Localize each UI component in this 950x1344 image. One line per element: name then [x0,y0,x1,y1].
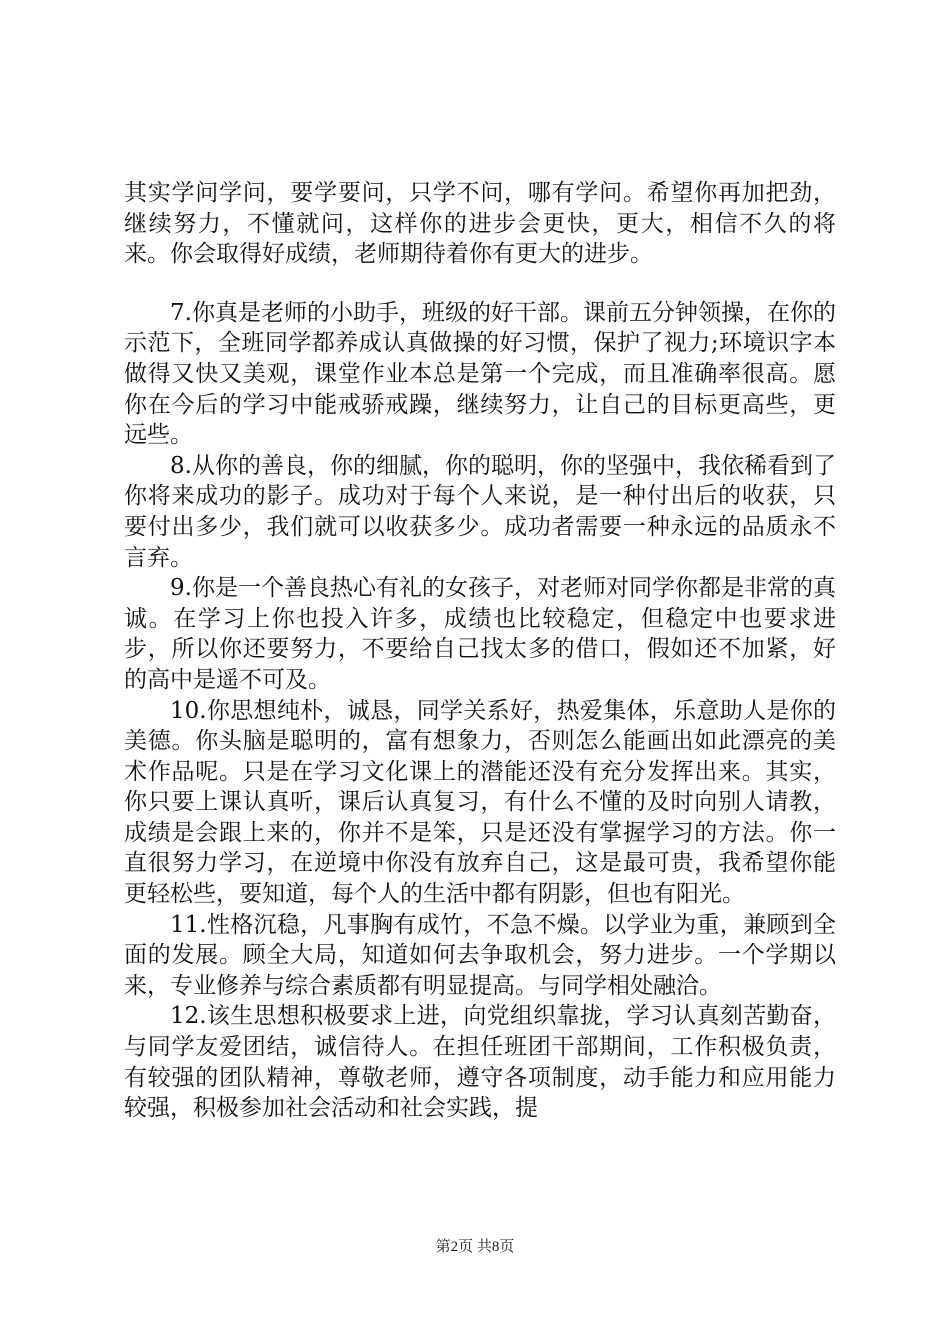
comment-paragraph-10: 10.你思想纯朴，诚恳，同学关系好，热爱集体，乐意助人是你的美德。你头脑是聪明的，富有想象力，否则怎么能画出如此漂亮的美术作品呢。只是在学习文化课上的潜能还没有充分发挥出来。其实，你只要上课认真听，课后认真复习，有什么不懂的及时向别人请教，成绩是会跟上来的，你并不是笨，只是还没有掌握学习的方法。你一直很努力学习，在逆境中你没有放弃自己，这是最可贵，我希望你能更轻松些，要知道，每个人的生活中都有阴影，但也有阳光。 [124,697,836,908]
paragraph-continuation: 其实学问学问，要学要问，只学不问，哪有学问。希望你再加把劲，继续努力，不懂就问，这样你的进步会更快，更大，相信不久的将来。你会取得好成绩，老师期待着你有更大的进步。 [124,180,836,268]
comment-paragraph-8: 8.从你的善良，你的细腻，你的聪明，你的坚强中，我依稀看到了你将来成功的影子。成功对于每个人来说，是一种付出后的收获，只要付出多少，我们就可以收获多少。成功者需要一种永远的品质永不言弃。 [124,452,836,571]
document-body [124,178,836,1124]
comment-paragraph-11: 11.性格沉稳，凡事胸有成竹，不急不燥。以学业为重，兼顾到全面的发展。顾全大局，知道如何去争取机会，努力进步。一个学期以来，专业修养与综合素质都有明显提高。与同学相处融洽。 [124,911,836,999]
page-number-footer: 第2页 共8页 [435,1239,515,1255]
comment-paragraph-12: 12.该生思想积极要求上进，向党组织靠拢，学习认真刻苦勤奋，与同学友爱团结，诚信待人。在担任班团干部期间，工作积极负责，有较强的团队精神，尊敬老师，遵守各项制度，动手能力和应用能力较强，积极参加社会活动和社会实践，提 [124,1003,836,1122]
comment-paragraph-7: 7.你真是老师的小助手，班级的好干部。课前五分钟领操，在你的示范下，全班同学都养成认真做操的好习惯，保护了视力;环境识字本做得又快又美观，课堂作业本总是第一个完成，而且准确率很高。愿你在今后的学习中能戒骄戒躁，继续努力，让自己的目标更高些，更远些。 [124,299,836,449]
comment-paragraph-9: 9.你是一个善良热心有礼的女孩子，对老师对同学你都是非常的真诚。在学习上你也投入许多，成绩也比较稳定，但稳定中也要求进步，所以你还要努力，不要给自己找太多的借口，假如还不加紧，好的高中是遥不可及。 [124,575,836,693]
